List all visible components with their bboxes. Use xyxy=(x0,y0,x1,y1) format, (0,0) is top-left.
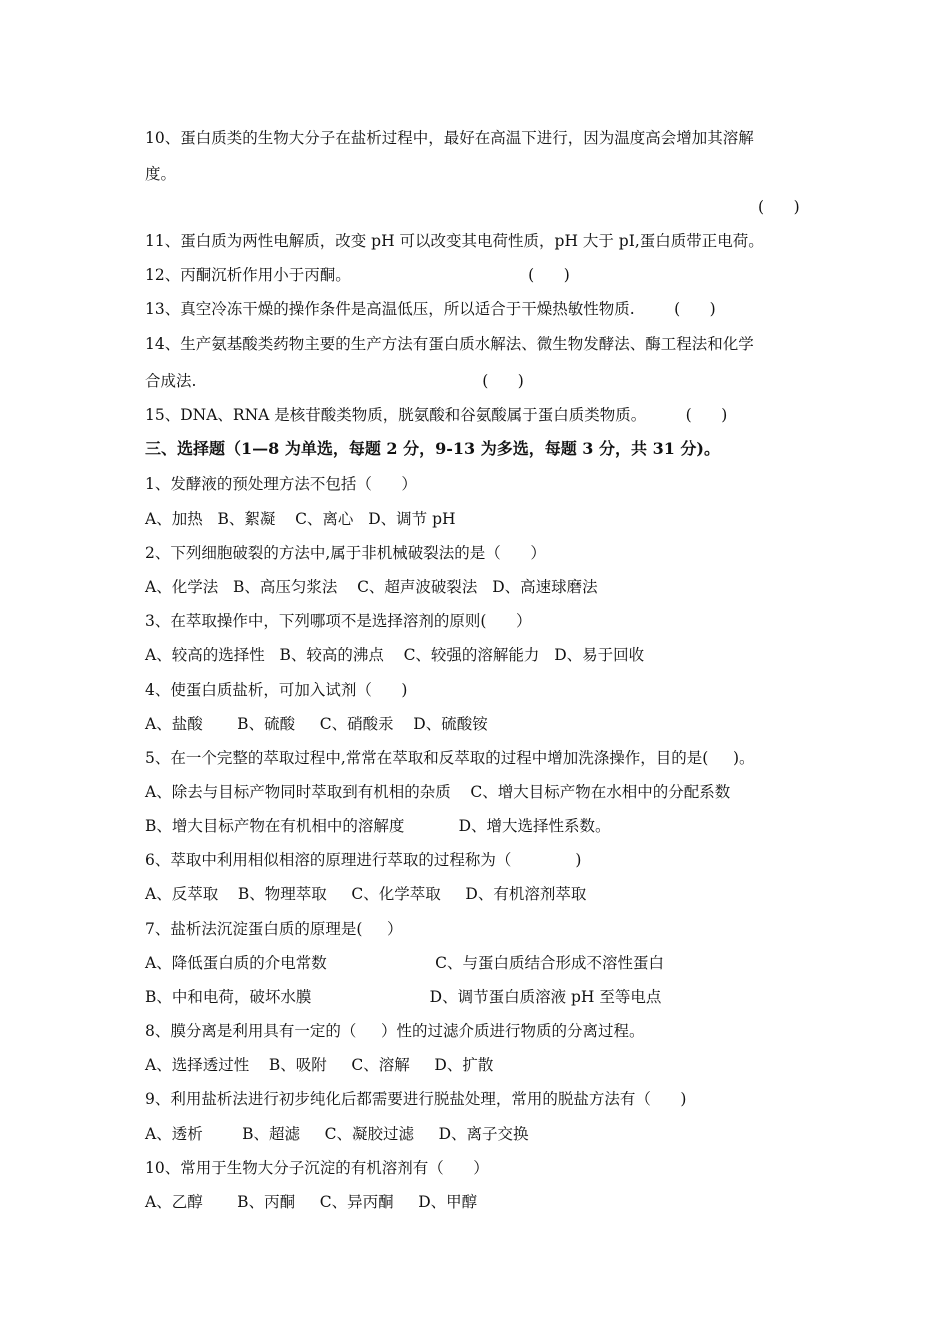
mc-line: 8、膜分离是利用具有一定的（ ）性的过滤介质进行物质的分离过程。 xyxy=(145,1022,645,1040)
mc-line: A、除去与目标产物同时萃取到有机相的杂质 C、增大目标产物在水相中的分配系数 xyxy=(145,783,731,801)
mc-line: 10、常用于生物大分子沉淀的有机溶剂有（ ） xyxy=(145,1159,489,1177)
mc-line: 9、利用盐析法进行初步纯化后都需要进行脱盐处理，常用的脱盐方法有（ ) xyxy=(145,1090,687,1108)
mc-line: A、化学法 B、高压匀浆法 C、超声波破裂法 D、高速球磨法 xyxy=(145,578,598,596)
question-14-line-1: 14、生产氨基酸类药物主要的生产方法有蛋白质水解法、微生物发酵法、酶工程法和化学 xyxy=(145,335,754,353)
mc-line: A、透析 B、超滤 C、凝胶过滤 D、离子交换 xyxy=(145,1125,529,1143)
mc-line: B、中和电荷，破坏水膜 D、调节蛋白质溶液 pH 至等电点 xyxy=(145,988,662,1006)
question-14-line-2: 合成法. ( ) xyxy=(145,372,524,390)
mc-line: 2、下列细胞破裂的方法中,属于非机械破裂法的是（ ） xyxy=(145,544,546,562)
mc-line: A、较高的选择性 B、较高的沸点 C、较强的溶解能力 D、易于回收 xyxy=(145,646,645,664)
mc-line: A、反萃取 B、物理萃取 C、化学萃取 D、有机溶剂萃取 xyxy=(145,885,587,903)
mc-line: 4、使蛋白质盐析，可加入试剂（ ) xyxy=(145,681,408,699)
mc-line: 1、发酵液的预处理方法不包括（ ） xyxy=(145,475,417,493)
question-10-line-2: 度。 xyxy=(145,165,177,183)
mc-line: A、乙醇 B、丙酮 C、异丙酮 D、甲醇 xyxy=(145,1193,478,1211)
mc-line: A、加热 B、絮凝 C、离心 D、调节 pH xyxy=(145,510,456,528)
mc-line: A、盐酸 B、硫酸 C、硝酸汞 D、硫酸铵 xyxy=(145,715,488,733)
question-13: 13、真空冷冻干燥的操作条件是高温低压，所以适合于干燥热敏性物质. ( ) xyxy=(145,300,716,318)
question-12: 12、丙酮沉析作用小于丙酮。 ( ) xyxy=(145,266,570,284)
question-10-line-1: 10、蛋白质类的生物大分子在盐析过程中，最好在高温下进行，因为温度高会增加其溶解 xyxy=(145,129,754,147)
mc-line: 3、在萃取操作中，下列哪项不是选择溶剂的原则( ） xyxy=(145,612,532,630)
mc-line: 6、萃取中利用相似相溶的原理进行萃取的过程称为（ ) xyxy=(145,851,582,869)
question-11: 11、蛋白质为两性电解质，改变 pH 可以改变其电荷性质，pH 大于 pI,蛋白质带正电荷。 xyxy=(145,232,764,250)
mc-line: 5、在一个完整的萃取过程中,常常在萃取和反萃取的过程中增加洗涤操作，目的是( )。 xyxy=(145,749,755,767)
question-15: 15、DNA、RNA 是核苷酸类物质，胱氨酸和谷氨酸属于蛋白质类物质。 ( ) xyxy=(145,406,728,424)
question-10-answer-paren: ( ) xyxy=(758,198,800,216)
mc-line: A、选择透过性 B、吸附 C、溶解 D、扩散 xyxy=(145,1056,494,1074)
mc-line: A、降低蛋白质的介电常数 C、与蛋白质结合形成不溶性蛋白 xyxy=(145,954,664,972)
section-3-heading: 三、选择题（1—8 为单选，每题 2 分，9-13 为多选，每题 3 分，共 31 分)。 xyxy=(145,439,720,458)
mc-line: 7、盐析法沉淀蛋白质的原理是( ） xyxy=(145,920,403,938)
mc-line: B、增大目标产物在有机相中的溶解度 D、增大选择性系数。 xyxy=(145,817,611,835)
